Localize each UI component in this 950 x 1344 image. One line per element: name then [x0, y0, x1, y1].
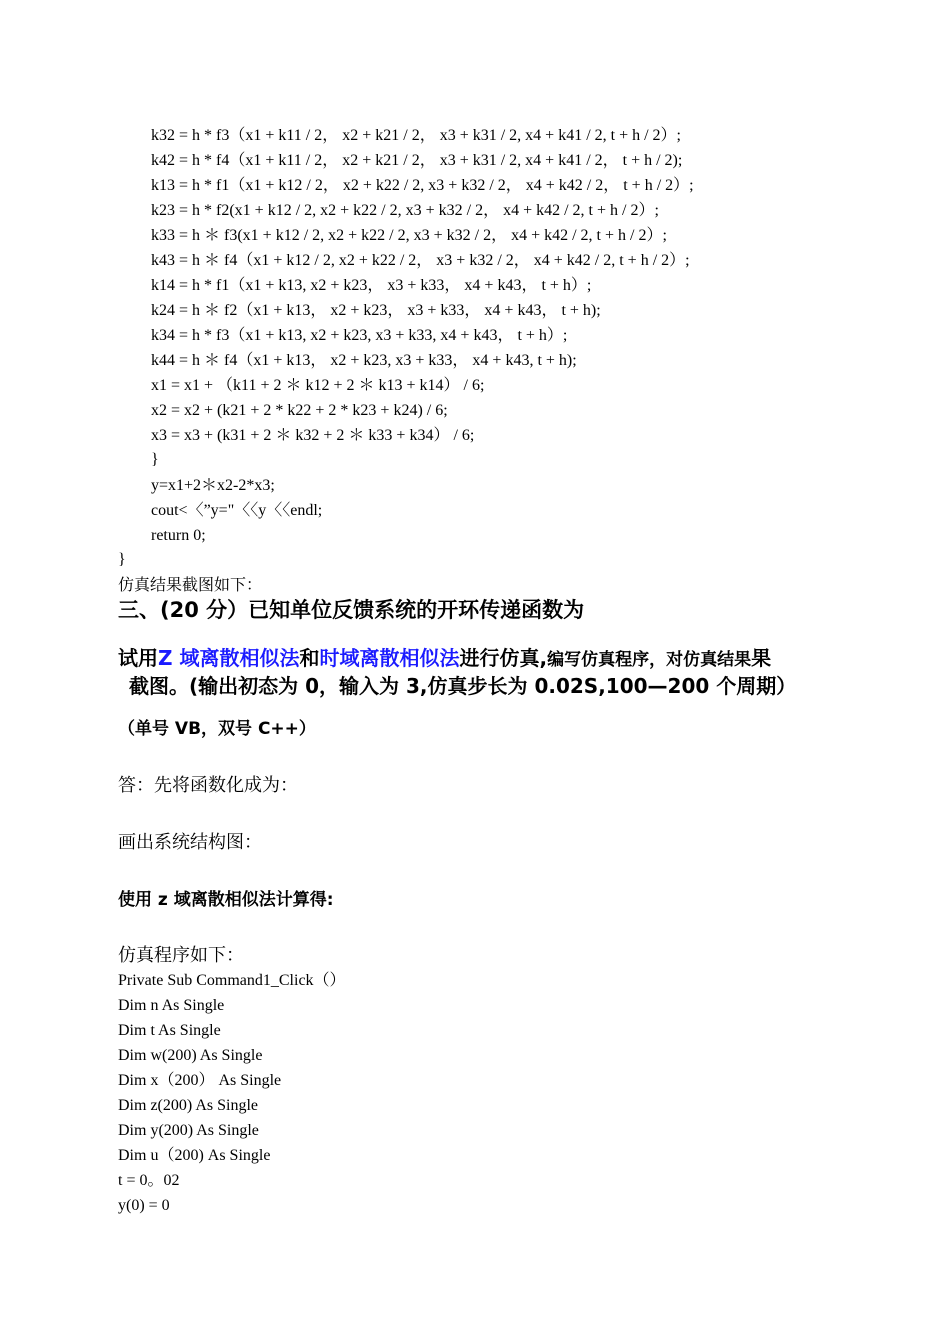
- code-line: return 0;: [151, 527, 206, 544]
- code-line: }: [151, 451, 159, 468]
- code-line: x3 = x3 + (k31 + 2 ＊ k32 + 2 ＊ k33 + k34） / 6;: [151, 427, 475, 444]
- code-line: y=x1+2＊x2-2*x3;: [151, 477, 275, 494]
- question-prefix: 试用: [118, 646, 158, 670]
- code-line: cout<〈”y="〈〈y〈〈endl;: [151, 502, 323, 519]
- vb-code-line: Private Sub Command1_Click（）: [118, 972, 346, 989]
- answer-text: 答：先将函数化成为：: [118, 775, 298, 796]
- sim-result-caption: 仿真结果截图如下：: [118, 575, 263, 594]
- vb-code-line: y(0) = 0: [118, 1197, 170, 1214]
- question-small-1: 编写仿真程序，: [547, 650, 667, 670]
- code-line: k13 = h * f1（x1 + k12 / 2， x2 + k22 / 2, x3 + k32 / 2， x4 + k42 / 2， t + h / 2）;: [151, 177, 694, 194]
- draw-structure-text: 画出系统结构图：: [118, 832, 262, 853]
- assignment-note: （单号 VB，双号 C++）: [118, 719, 316, 739]
- code-line: k43 = h ＊ f4（x1 + k12 / 2, x2 + k22 / 2， x3 + k32 / 2， x4 + k42 / 2, t + h / 2）;: [151, 252, 690, 269]
- question-mid: 进行仿真,: [459, 646, 548, 670]
- code-line: k14 = h * f1（x1 + k13, x2 + k23， x3 + k33， x4 + k43， t + h）;: [151, 277, 592, 294]
- z-method-heading: 使用 z 域离散相似法计算得:: [118, 890, 334, 910]
- question-small-2: 对仿真结果: [666, 650, 752, 670]
- code-closing-brace: }: [118, 551, 126, 568]
- question-line-1: 试用Z 域离散相似法和时域离散相似法进行仿真,编写仿真程序，对仿真结果果: [118, 646, 772, 670]
- method-time-domain: 时域离散相似法: [319, 646, 460, 670]
- vb-code-line: Dim z(200) As Single: [118, 1097, 258, 1114]
- code-line: k32 = h * f3（x1 + k11 / 2， x2 + k21 / 2， x3 + k31 / 2, x4 + k41 / 2, t + h / 2）;: [151, 127, 681, 144]
- section-heading: 三、(20 分）已知单位反馈系统的开环传递函数为: [118, 598, 585, 622]
- code-line: x2 = x2 + (k21 + 2 * k22 + 2 * k23 + k24) / 6;: [151, 402, 448, 419]
- code-line: x1 = x1 + （k11 + 2 ＊ k12 + 2 ＊ k13 + k14） / 6;: [151, 377, 485, 394]
- question-line-2: 截图。(输出初态为 0，输入为 3,仿真步长为 0.02S,100—200 个周期）: [129, 674, 797, 698]
- code-line: k23 = h * f2(x1 + k12 / 2, x2 + k22 / 2, x3 + k32 / 2， x4 + k42 / 2, t + h / 2）;: [151, 202, 659, 219]
- code-line: k24 = h ＊ f2（x1 + k13， x2 + k23， x3 + k33， x4 + k43， t + h);: [151, 302, 601, 319]
- question-and: 和: [299, 646, 320, 670]
- program-intro: 仿真程序如下：: [118, 945, 244, 966]
- vb-code-line: Dim x（200） As Single: [118, 1072, 282, 1089]
- code-line: k33 = h ＊ f3(x1 + k12 / 2, x2 + k22 / 2, x3 + k32 / 2， x4 + k42 / 2, t + h / 2）;: [151, 227, 667, 244]
- code-line: k44 = h ＊ f4（x1 + k13， x2 + k23, x3 + k33， x4 + k43, t + h);: [151, 352, 577, 369]
- question-paragraph: [118, 645, 838, 699]
- code-line: k42 = h * f4（x1 + k11 / 2， x2 + k21 / 2， x3 + k31 / 2, x4 + k41 / 2， t + h / 2);: [151, 152, 683, 169]
- vb-code-line: Dim y(200) As Single: [118, 1122, 259, 1139]
- code-line: k34 = h * f3（x1 + k13, x2 + k23, x3 + k33, x4 + k43， t + h）;: [151, 327, 568, 344]
- vb-code-line: Dim w(200) As Single: [118, 1047, 263, 1064]
- vb-code-line: Dim t As Single: [118, 1022, 221, 1039]
- vb-code-line: t = 0。02: [118, 1172, 180, 1189]
- vb-code-line: Dim n As Single: [118, 997, 225, 1014]
- method-z-domain: Z 域离散相似法: [158, 646, 300, 670]
- vb-code-line: Dim u（200) As Single: [118, 1147, 271, 1164]
